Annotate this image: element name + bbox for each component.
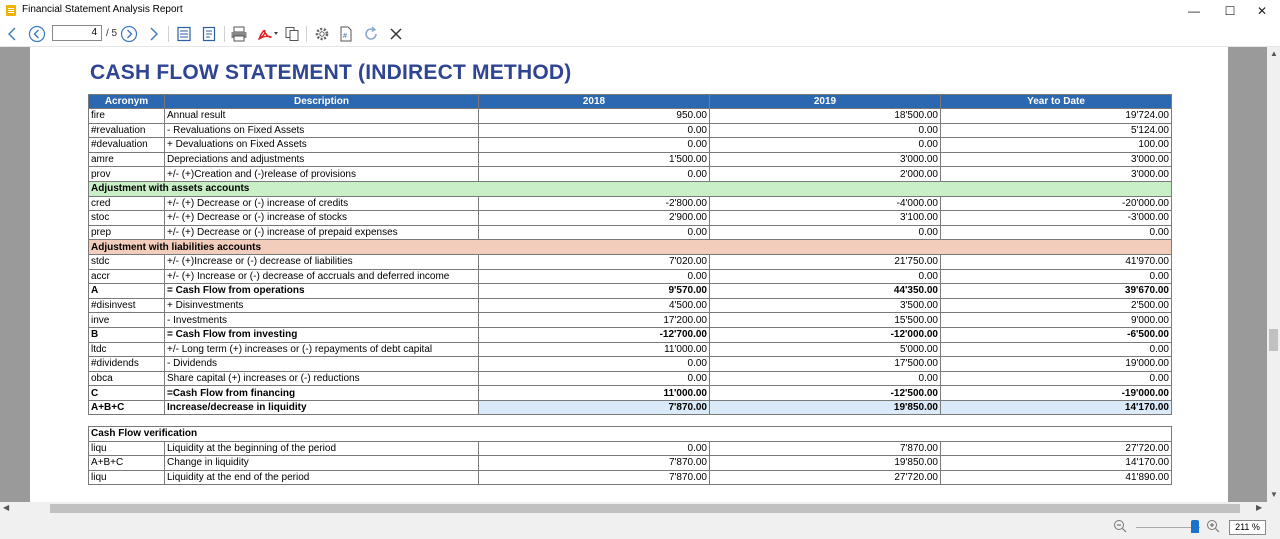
value-ytd-cell: -3'000.00 <box>941 211 1172 226</box>
value-2018-cell: 0.00 <box>479 225 710 240</box>
table-row <box>89 342 1172 357</box>
description-cell: +/- (+)Creation and (-)release of provisions <box>165 167 479 182</box>
vertical-scroll-thumb[interactable] <box>1269 329 1278 351</box>
value-ytd-cell: 14'170.00 <box>941 456 1172 471</box>
value-2018-cell: 7'870.00 <box>479 400 710 415</box>
description-cell: - Revaluations on Fixed Assets <box>165 123 479 138</box>
column-header-acronym: Acronym <box>89 95 165 109</box>
verification-title: Cash Flow verification <box>89 427 1172 442</box>
acronym-cell: #devaluation <box>89 138 165 153</box>
section-title: Adjustment with assets accounts <box>89 181 1172 196</box>
description-cell: Increase/decrease in liquidity <box>165 400 479 415</box>
value-2018-cell: 4'500.00 <box>479 298 710 313</box>
value-ytd-cell: 3'000.00 <box>941 152 1172 167</box>
value-ytd-cell: 9'000.00 <box>941 313 1172 328</box>
value-2018-cell: 7'020.00 <box>479 254 710 269</box>
value-ytd-cell: 27'720.00 <box>941 441 1172 456</box>
acronym-cell: C <box>89 386 165 401</box>
svg-text:#: # <box>343 33 347 40</box>
verification-row <box>89 470 1172 485</box>
scroll-up-icon[interactable]: ▲ <box>1270 49 1278 58</box>
horizontal-scroll-thumb[interactable] <box>50 504 1240 513</box>
description-cell: = Cash Flow from investing <box>165 327 479 342</box>
acronym-cell: cred <box>89 196 165 211</box>
description-cell: +/- (+) Decrease or (-) increase of credits <box>165 196 479 211</box>
value-2018-cell: 0.00 <box>479 441 710 456</box>
description-cell: =Cash Flow from financing <box>165 386 479 401</box>
maximize-button[interactable]: ☐ <box>1224 4 1236 18</box>
description-cell: +/- (+) Increase or (-) decrease of accruals and deferred income <box>165 269 479 284</box>
value-2019-cell: 3'000.00 <box>710 152 941 167</box>
description-cell: Annual result <box>165 109 479 124</box>
value-ytd-cell: 0.00 <box>941 371 1172 386</box>
value-ytd-cell: 3'000.00 <box>941 167 1172 182</box>
description-cell: - Investments <box>165 313 479 328</box>
value-2019-cell: 0.00 <box>710 138 941 153</box>
acronym-cell: stoc <box>89 211 165 226</box>
value-2019-cell: 19'850.00 <box>710 400 941 415</box>
fit-width-icon[interactable] <box>173 23 195 45</box>
section-header-row <box>89 240 1172 255</box>
verification-row <box>89 456 1172 471</box>
subtotal-row <box>89 327 1172 342</box>
next-page-icon[interactable] <box>118 23 140 45</box>
subtotal-row <box>89 284 1172 299</box>
value-ytd-cell: 19'724.00 <box>941 109 1172 124</box>
value-ytd-cell: 39'670.00 <box>941 284 1172 299</box>
value-2018-cell: 0.00 <box>479 138 710 153</box>
settings-gear-icon[interactable] <box>311 23 333 45</box>
acronym-cell: obca <box>89 371 165 386</box>
subtotal-row <box>89 386 1172 401</box>
value-2018-cell: 1'500.00 <box>479 152 710 167</box>
value-2019-cell: 0.00 <box>710 225 941 240</box>
value-2019-cell: 15'500.00 <box>710 313 941 328</box>
table-row <box>89 109 1172 124</box>
value-2018-cell: 9'570.00 <box>479 284 710 299</box>
acronym-cell: inve <box>89 313 165 328</box>
verification-table <box>88 426 1172 485</box>
value-2019-cell: 19'850.00 <box>710 456 941 471</box>
description-cell: - Dividends <box>165 357 479 372</box>
value-2018-cell: -12'700.00 <box>479 327 710 342</box>
description-cell: Liquidity at the beginning of the period <box>165 441 479 456</box>
section-header-row <box>89 181 1172 196</box>
description-cell: + Devaluations on Fixed Assets <box>165 138 479 153</box>
value-2018-cell: -2'800.00 <box>479 196 710 211</box>
scroll-right-icon[interactable]: ▶ <box>1256 503 1263 512</box>
value-2019-cell: -12'000.00 <box>710 327 941 342</box>
acronym-cell: stdc <box>89 254 165 269</box>
value-ytd-cell: -20'000.00 <box>941 196 1172 211</box>
value-2019-cell: 2'000.00 <box>710 167 941 182</box>
table-row <box>89 167 1172 182</box>
acronym-cell: #revaluation <box>89 123 165 138</box>
value-2019-cell: 7'870.00 <box>710 441 941 456</box>
value-2018-cell: 7'870.00 <box>479 470 710 485</box>
fit-page-icon[interactable] <box>198 23 220 45</box>
acronym-cell: A+B+C <box>89 400 165 415</box>
print-icon[interactable] <box>228 23 250 45</box>
value-ytd-cell: 0.00 <box>941 269 1172 284</box>
toolbar-separator <box>306 26 307 42</box>
value-2018-cell: 7'870.00 <box>479 456 710 471</box>
value-2018-cell: 11'000.00 <box>479 386 710 401</box>
value-2018-cell: 0.00 <box>479 371 710 386</box>
value-ytd-cell: 14'170.00 <box>941 400 1172 415</box>
table-row <box>89 225 1172 240</box>
acronym-cell: accr <box>89 269 165 284</box>
value-ytd-cell: 5'124.00 <box>941 123 1172 138</box>
acronym-cell: amre <box>89 152 165 167</box>
value-2019-cell: 5'000.00 <box>710 342 941 357</box>
value-2019-cell: 21'750.00 <box>710 254 941 269</box>
value-2019-cell: 0.00 <box>710 123 941 138</box>
value-2018-cell: 0.00 <box>479 123 710 138</box>
verification-row <box>89 441 1172 456</box>
value-2019-cell: -12'500.00 <box>710 386 941 401</box>
value-2019-cell: 0.00 <box>710 269 941 284</box>
description-cell: Share capital (+) increases or (-) reductions <box>165 371 479 386</box>
value-2018-cell: 0.00 <box>479 167 710 182</box>
page-number-input[interactable]: 4 <box>52 25 102 41</box>
minimize-button[interactable]: — <box>1188 4 1200 18</box>
value-ytd-cell: 2'500.00 <box>941 298 1172 313</box>
zoom-level[interactable]: 211 % <box>1229 520 1266 535</box>
value-2019-cell: -4'000.00 <box>710 196 941 211</box>
value-2018-cell: 0.00 <box>479 269 710 284</box>
value-2018-cell: 0.00 <box>479 357 710 372</box>
acronym-cell: #dividends <box>89 357 165 372</box>
report-page <box>30 47 1228 502</box>
close-window-button[interactable]: ✕ <box>1256 4 1268 18</box>
value-2019-cell: 0.00 <box>710 371 941 386</box>
description-cell: +/- (+) Decrease or (-) increase of stocks <box>165 211 479 226</box>
vertical-scrollbar[interactable] <box>1267 47 1280 502</box>
acronym-cell: liqu <box>89 470 165 485</box>
description-cell: +/- Long term (+) increases or (-) repayments of debt capital <box>165 342 479 357</box>
value-ytd-cell: 100.00 <box>941 138 1172 153</box>
description-cell: Depreciations and adjustments <box>165 152 479 167</box>
acronym-cell: prov <box>89 167 165 182</box>
scroll-left-icon[interactable]: ◀ <box>3 503 10 512</box>
value-2018-cell: 2'900.00 <box>479 211 710 226</box>
description-cell: + Disinvestments <box>165 298 479 313</box>
description-cell: Change in liquidity <box>165 456 479 471</box>
value-ytd-cell: 41'970.00 <box>941 254 1172 269</box>
value-2019-cell: 17'500.00 <box>710 357 941 372</box>
status-bar <box>0 515 1280 539</box>
scroll-down-icon[interactable]: ▼ <box>1270 490 1278 499</box>
value-ytd-cell: 0.00 <box>941 225 1172 240</box>
previous-page-icon[interactable] <box>26 23 48 45</box>
description-cell: = Cash Flow from operations <box>165 284 479 299</box>
toolbar-separator <box>168 26 169 42</box>
value-2018-cell: 950.00 <box>479 109 710 124</box>
table-row <box>89 152 1172 167</box>
close-report-icon[interactable] <box>386 23 406 45</box>
verification-title-row <box>89 427 1172 442</box>
value-ytd-cell: 41'890.00 <box>941 470 1172 485</box>
forward-icon[interactable] <box>145 23 163 45</box>
toolbar-separator <box>224 26 225 42</box>
refresh-icon[interactable] <box>360 23 382 45</box>
page-total-label: / 5 <box>106 28 118 39</box>
value-2019-cell: 27'720.00 <box>710 470 941 485</box>
column-header-description: Description <box>165 95 479 109</box>
acronym-cell: A <box>89 284 165 299</box>
table-row <box>89 357 1172 372</box>
copy-icon[interactable] <box>282 23 302 45</box>
table-row <box>89 298 1172 313</box>
column-header-2019: 2019 <box>710 95 941 109</box>
value-ytd-cell: -6'500.00 <box>941 327 1172 342</box>
description-cell: +/- (+) Decrease or (-) increase of prepaid expenses <box>165 225 479 240</box>
report-title: CASH FLOW STATEMENT (INDIRECT METHOD) <box>90 61 572 84</box>
value-2019-cell: 3'100.00 <box>710 211 941 226</box>
table-row <box>89 123 1172 138</box>
cash-flow-table <box>88 94 1172 415</box>
table-row <box>89 313 1172 328</box>
column-header-ytd: Year to Date <box>941 95 1172 109</box>
table-row <box>89 254 1172 269</box>
value-2019-cell: 44'350.00 <box>710 284 941 299</box>
table-row <box>89 138 1172 153</box>
back-icon[interactable] <box>3 23 21 45</box>
value-2019-cell: 3'500.00 <box>710 298 941 313</box>
table-header-row <box>89 95 1172 109</box>
description-cell: +/- (+)Increase or (-) decrease of liabilities <box>165 254 479 269</box>
zoom-in-icon[interactable] <box>1206 519 1220 538</box>
table-row <box>89 196 1172 211</box>
acronym-cell: #disinvest <box>89 298 165 313</box>
zoom-out-icon[interactable] <box>1113 519 1127 538</box>
table-row <box>89 371 1172 386</box>
value-2019-cell: 18'500.00 <box>710 109 941 124</box>
title-bar <box>0 0 1280 22</box>
acronym-cell: B <box>89 327 165 342</box>
acronym-cell: ltdc <box>89 342 165 357</box>
acronym-cell: liqu <box>89 441 165 456</box>
table-row <box>89 269 1172 284</box>
acronym-cell: prep <box>89 225 165 240</box>
column-header-2018: 2018 <box>479 95 710 109</box>
table-row <box>89 211 1172 226</box>
app-icon <box>6 5 16 16</box>
value-2018-cell: 11'000.00 <box>479 342 710 357</box>
value-ytd-cell: -19'000.00 <box>941 386 1172 401</box>
value-ytd-cell: 0.00 <box>941 342 1172 357</box>
value-2018-cell: 17'200.00 <box>479 313 710 328</box>
value-ytd-cell: 19'000.00 <box>941 357 1172 372</box>
window-title: Financial Statement Analysis Report <box>22 4 183 15</box>
section-title: Adjustment with liabilities accounts <box>89 240 1172 255</box>
zoom-slider-thumb[interactable] <box>1191 520 1199 533</box>
toolbar <box>0 22 1280 47</box>
acronym-cell: fire <box>89 109 165 124</box>
document-properties-icon[interactable] <box>336 23 356 45</box>
pdf-export-icon[interactable] <box>254 23 282 45</box>
horizontal-scrollbar[interactable] <box>0 502 1267 515</box>
document-viewport <box>0 47 1267 502</box>
description-cell: Liquidity at the end of the period <box>165 470 479 485</box>
acronym-cell: A+B+C <box>89 456 165 471</box>
total-row <box>89 400 1172 415</box>
